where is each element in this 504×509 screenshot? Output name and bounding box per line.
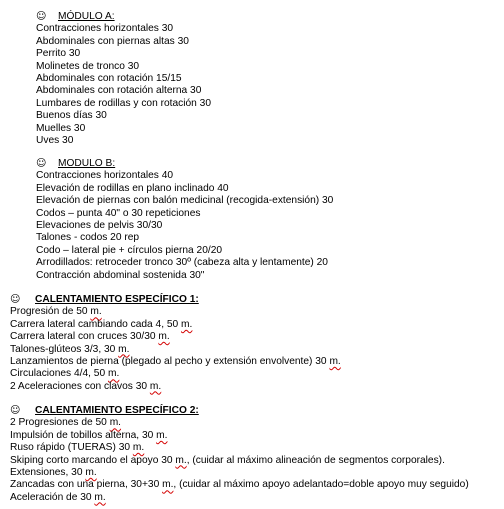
calentamiento-2-title: CALENTAMIENTO ESPECÍFICO 2: (35, 405, 199, 416)
modulo-b-title: MODULO B: (58, 158, 116, 169)
list-item: Perrito 30 (36, 48, 81, 60)
list-item: Codos – punta 40" o 30 repeticiones (36, 207, 201, 219)
list-item: Elevaciones de pelvis 30/30 (36, 219, 163, 231)
item-text: Extensiones, 30 (10, 466, 86, 478)
spellcheck-word: m. (158, 331, 170, 343)
spellcheck-word: m. (156, 429, 168, 441)
spellcheck-word: m. (107, 368, 120, 380)
calentamiento-1-title: CALENTAMIENTO ESPECÍFICO 1: (35, 294, 199, 305)
smiley-icon: ☺ (36, 11, 47, 22)
modulo-b-heading (36, 158, 333, 170)
list-item: Arrodillados: retroceder tronco 30º (cabeza alta y lentamente) 20 (36, 257, 328, 269)
list-item: Elevación de rodillas en plano inclinado 40 (36, 182, 229, 194)
spellcheck-word: m. (181, 318, 193, 330)
list-item: Contracción abdominal sostenida 30" (36, 269, 205, 281)
item-text: Lanzamientos de pierna (plegado al pecho y extensión envolvente) 30 (10, 355, 330, 367)
modulo-b-list (36, 170, 333, 282)
spellcheck-word: m. (175, 454, 187, 466)
spellcheck-word: m. (118, 343, 130, 355)
item-text: Ruso rápido (TUERAS) 30 (10, 442, 133, 454)
item-text: Zancadas con una pierna, 30+30 (10, 479, 163, 491)
modulo-a-title: MÓDULO A: (58, 11, 115, 22)
list-item: Abdominales con rotación alterna 30 (36, 85, 202, 97)
modulo-a-section (36, 11, 211, 147)
list-item: Lumbares de rodillas y con rotación 30 (36, 97, 211, 109)
list-item: Contracciones horizontales 30 (36, 23, 174, 35)
spellcheck-word: m. (109, 417, 122, 429)
list-item (10, 368, 341, 380)
item-note: , (cuidar al máximo apoyo adelantado=doble apoyo muy seguido) (173, 479, 469, 491)
list-item (10, 356, 341, 368)
list-item (10, 417, 469, 429)
list-item: Muelles 30 (36, 122, 86, 134)
item-text: 2 Aceleraciones con clavos 30 (10, 380, 150, 392)
list-item (10, 442, 469, 454)
item-text: Skiping corto marcando el apoyo 30 (10, 454, 176, 466)
smiley-icon: ☺ (10, 294, 21, 305)
calentamiento-1-section (10, 294, 341, 393)
list-item: Molinetes de tronco 30 (36, 60, 140, 72)
list-item (10, 306, 341, 318)
calentamiento-1-list (10, 306, 341, 393)
calentamiento-2-list (10, 417, 469, 504)
item-text: Impulsión de tobillos alterna, 30 (10, 429, 157, 441)
spellcheck-word: m. (329, 355, 341, 367)
list-item (10, 492, 469, 504)
spellcheck-word: m. (149, 380, 162, 392)
spellcheck-word: m. (162, 479, 174, 491)
calentamiento-2-section (10, 405, 469, 504)
item-text: Carrera lateral cambiando cada 4, 50 (10, 318, 182, 330)
list-item: Uves 30 (36, 134, 74, 146)
list-item (10, 430, 469, 442)
spellcheck-word: m. (132, 442, 145, 454)
list-item (10, 381, 341, 393)
item-text: 2 Progresiones de 50 (10, 417, 110, 429)
calentamiento-2-heading (10, 405, 469, 417)
list-item: Abdominales con rotación 15/15 (36, 72, 182, 84)
modulo-a-heading (36, 11, 211, 23)
spellcheck-word: m. (90, 306, 102, 318)
list-item: Abdominales con piernas altas 30 (36, 35, 189, 47)
list-item: Buenos días 30 (36, 110, 107, 122)
list-item (10, 344, 341, 356)
item-text: Aceleración de 30 (10, 491, 95, 503)
list-item: Talones - codos 20 rep (36, 232, 140, 244)
list-item: Codo – lateral pie + círculos pierna 20/20 (36, 244, 223, 256)
list-item (10, 479, 469, 491)
smiley-icon: ☺ (36, 158, 47, 169)
list-item: Contracciones horizontales 40 (36, 170, 174, 182)
smiley-icon: ☺ (10, 405, 21, 416)
item-text: Talones-glúteos 3/3, 30 (10, 343, 119, 355)
spellcheck-word: m. (94, 491, 106, 503)
item-text: Carrera lateral con cruces 30/30 (10, 331, 159, 343)
list-item (10, 455, 469, 467)
list-item: Elevación de piernas con balón medicinal (recogida-extensión) 30 (36, 195, 334, 207)
list-item (10, 467, 469, 479)
modulo-a-list (36, 23, 211, 147)
list-item (10, 319, 341, 331)
item-text: Progresión de 50 (10, 306, 91, 318)
modulo-b-section (36, 158, 333, 282)
calentamiento-1-heading (10, 294, 341, 306)
item-text: Circulaciones 4/4, 50 (10, 368, 108, 380)
list-item (10, 331, 341, 343)
item-note: , (cuidar al máximo alineación de segmentos corporales). (186, 454, 445, 466)
spellcheck-word: m. (85, 466, 97, 478)
